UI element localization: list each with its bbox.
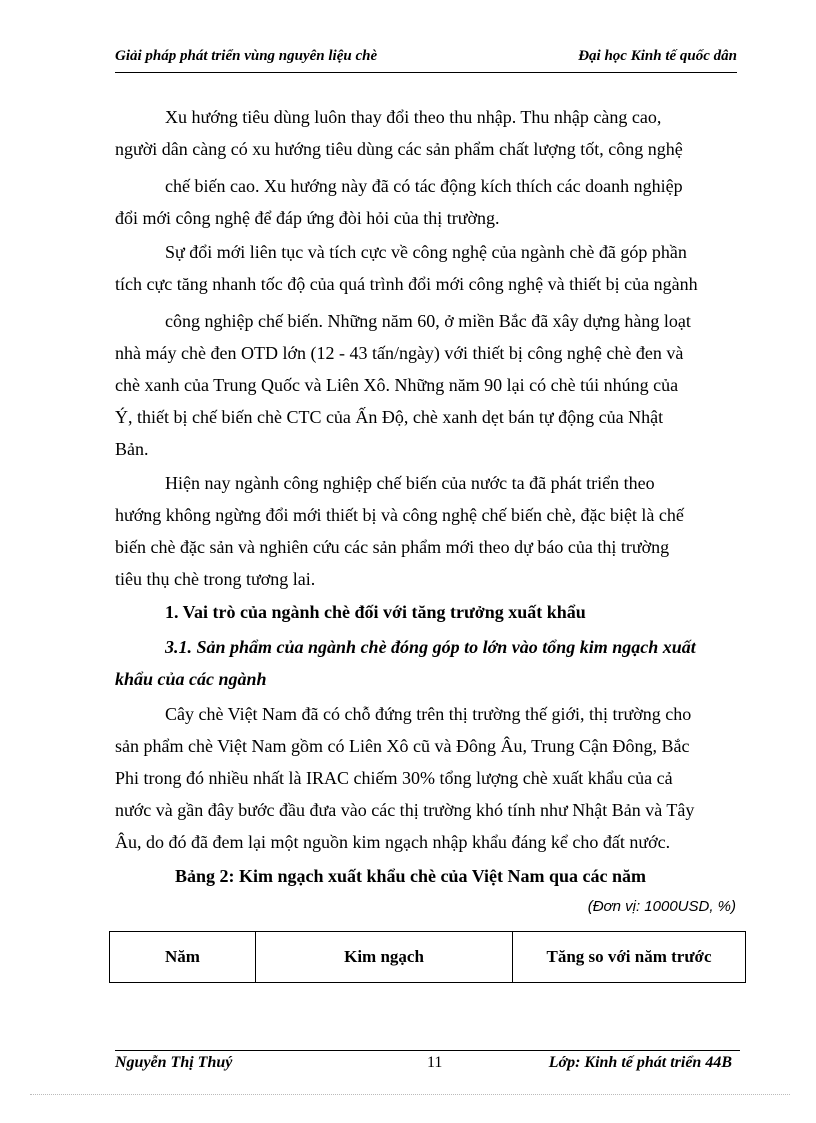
paragraph-3-line-3: chè xanh của Trung Quốc và Liên Xô. Những năm 90 lại có chè túi nhúng của — [115, 375, 679, 395]
page-header — [115, 48, 737, 70]
paragraph-4-line-1: Hiện nay ngành công nghiệp chế biến của nước ta đã phát triển theo — [165, 473, 655, 493]
table-header-row — [110, 932, 746, 983]
paragraph-4-line-2: hướng không ngừng đổi mới thiết bị và công nghệ chế biến chè, đặc biệt là chế — [115, 505, 684, 525]
subsection-heading-line-1: 3.1. Sản phẩm của ngành chè đóng góp to lớn vào tổng kim ngạch xuất — [165, 637, 696, 657]
paragraph-5-line-2: sản phẩm chè Việt Nam gồm có Liên Xô cũ và Đông Âu, Trung Cận Đông, Bắc — [115, 736, 690, 756]
paragraph-5-line-5: Âu, do đó đã đem lại một nguồn kim ngạch nhập khẩu đáng kể cho đất nước. — [115, 832, 671, 852]
header-university: Đại học Kinh tế quốc dân — [578, 48, 737, 64]
table-unit-note: (Đơn vị: 1000USD, %) — [587, 898, 736, 915]
paragraph-4-line-3: biến chè đặc sản và nghiên cứu các sản phẩm mới theo dự báo của thị trường — [115, 537, 670, 557]
page-number: 11 — [427, 1054, 443, 1071]
paragraph-1-line-1: Xu hướng tiêu dùng luôn thay đổi theo thu nhập. Thu nhập càng cao, — [165, 107, 662, 127]
footer-divider — [115, 1050, 740, 1051]
paragraph-3-line-1: công nghiệp chế biến. Những năm 60, ở miền Bắc đã xây dựng hàng loạt — [165, 311, 691, 331]
paragraph-5-line-3: Phi trong đó nhiều nhất là IRAC chiếm 30% tổng lượng chè xuất khẩu của cả — [115, 768, 673, 788]
export-turnover-table — [109, 931, 746, 983]
paragraph-3-line-5: Bản. — [115, 439, 149, 459]
subsection-heading-line-2: khẩu của các ngành — [115, 669, 267, 689]
page-footer — [115, 1054, 740, 1076]
footer-class: Lớp: Kinh tế phát triển 44B — [548, 1054, 732, 1071]
column-header-growth: Tăng so với năm trước — [513, 932, 746, 983]
paragraph-2-line-1: Sự đổi mới liên tục và tích cực về công nghệ của ngành chè đã góp phần — [165, 242, 687, 262]
paragraph-5-line-1: Cây chè Việt Nam đã có chỗ đứng trên thị trường thế giới, thị trường cho — [165, 704, 692, 724]
paragraph-5-line-4: nước và gần đây bước đầu đưa vào các thị trường khó tính như Nhật Bản và Tây — [115, 800, 695, 820]
footer-author: Nguyễn Thị Thuý — [115, 1054, 233, 1071]
paragraph-4-line-4: tiêu thụ chè trong tương lai. — [115, 569, 316, 589]
column-header-year: Năm — [110, 932, 256, 983]
column-header-turnover: Kim ngạch — [256, 932, 513, 983]
paragraph-3-line-2: nhà máy chè đen OTD lớn (12 - 43 tấn/ngày) với thiết bị công nghệ chè đen và — [115, 343, 684, 363]
paragraph-1-line-4: đổi mới công nghệ để đáp ứng đòi hỏi của thị trường. — [115, 208, 500, 228]
header-document-title: Giải pháp phát triển vùng nguyên liệu chè — [115, 48, 378, 64]
section-heading: 1. Vai trò của ngành chè đối với tăng trưởng xuất khẩu — [165, 602, 586, 622]
table-caption: Bảng 2: Kim ngạch xuất khẩu chè của Việt Nam qua các năm — [175, 866, 647, 886]
paragraph-3-line-4: Ý, thiết bị chế biến chè CTC của Ấn Độ, chè xanh dẹt bán tự động của Nhật — [115, 407, 664, 427]
page-bottom-border — [30, 1094, 790, 1095]
paragraph-1-line-2: người dân càng có xu hướng tiêu dùng các sản phẩm chất lượng tốt, công nghệ — [115, 139, 683, 159]
header-divider — [115, 72, 737, 73]
paragraph-1-line-3: chế biến cao. Xu hướng này đã có tác động kích thích các doanh nghiệp — [165, 176, 683, 196]
paragraph-2-line-2: tích cực tăng nhanh tốc độ của quá trình đổi mới công nghệ và thiết bị của ngành — [115, 274, 698, 294]
